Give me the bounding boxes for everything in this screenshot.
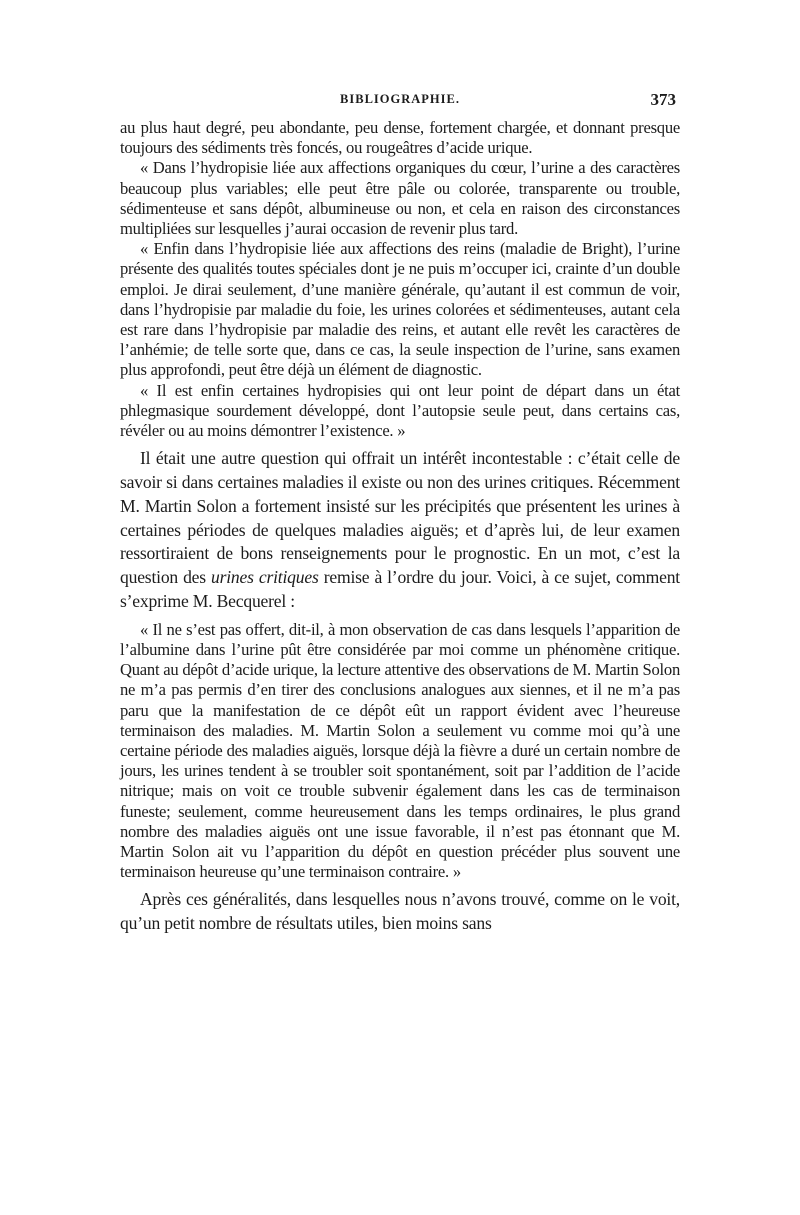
book-page — [120, 92, 680, 936]
paragraph-text-after: remise à l’ordre du jour. Voici, à ce sujet, comment s’exprime M. Becquerel : — [120, 567, 680, 612]
paragraph-critical-urines — [120, 447, 680, 614]
paragraph-quote-kidneys: « Enfin dans l’hydropisie liée aux affections des reins (maladie de Bright), l’urine présente des qualités toutes spéciales dont je ne puis m’occuper ici, crainte d’un double emploi. Je dirai seulement, d’une manière générale, qu’autant il est commun de voir, dans l’hydropisie par maladie du foie, les urines colorées et sédimenteuses, autant cela est rare dans l’hydropisie par maladie des reins, et autant elle revêt les caractères de l’anhémie; de telle sorte que, dans ce cas, la seule inspection de l’urine, sans examen plus approfondi, peut être déjà un élément de diagnostic. — [120, 239, 680, 380]
paragraph-continuation: au plus haut degré, peu abondante, peu dense, fortement chargée, et donnant presque toujours des sédiments très foncés, ou rougeâtres d’acide urique. — [120, 118, 680, 158]
paragraph-text: Il était une autre question qui offrait un intérêt incontestable : c’était celle de savoir si dans certaines maladies il existe ou non des urines critiques. Récemment M. Martin Solon a fortement insisté sur les précipités que présentent les urines à certaines périodes de quelques maladies aiguës; et d’après lui, de leur examen ressortiraient de bons renseignements pour le prognostic. En un mot, c’est la question des — [120, 448, 680, 588]
paragraph-quote-becquerel: « Il ne s’est pas offert, dit-il, à mon observation de cas dans lesquels l’apparition de l’albumine dans l’urine pût être considérée par moi comme un phénomène critique. Quant au dépôt d’acide urique, la lecture attentive des observations de M. Martin Solon ne m’a pas permis d’en tirer des conclusions analogues aux siennes, et il ne m’a pas paru que la manifestation de ce dépôt eût un rapport évident avec l’heureuse terminaison des maladies. M. Martin Solon a seulement vu comme moi qu’à une certaine période des maladies aiguës, lorsque déjà la fièvre a duré un certain nombre de jours, les urines tendent à se troubler soit spontanément, soit par l’addition de l’acide nitrique; mais on voit ce trouble subvenir également dans les cas de terminaison funeste; seulement, comme heureusement dans les temps ordinaires, le plus grand nombre des maladies aiguës ont une issue favorable, il n’est pas étonnant que M. Martin Solon ait vu l’apparition du dépôt en question précéder plus souvent une terminaison heureuse qu’une terminaison contraire. » — [120, 619, 680, 882]
page-number: 373 — [650, 90, 676, 109]
paragraph-quote-phlegmasia: « Il est enfin certaines hydropisies qui ont leur point de départ dans un état phlegmasique sourdement développé, dont l’autopsie seule peut, dans certains cas, révéler ou au moins démontrer l’existence. » — [120, 380, 680, 441]
paragraph-conclusion: Après ces généralités, dans lesquelles nous n’avons trouvé, comme on le voit, qu’un petit nombre de résultats utiles, bien moins sans — [120, 889, 680, 934]
emphasis-urines-critiques: urines critiques — [211, 567, 319, 588]
paragraph-quote-heart: « Dans l’hydropisie liée aux affections organiques du cœur, l’urine a des caractères beaucoup plus variables; elle peut être pâle ou colorée, transparente ou trouble, sédimenteuse et sans dépôt, albumineuse ou non, et cela en raison des circonstances multipliées sur lesquelles j’aurai occasion de revenir plus tard. — [120, 158, 680, 239]
body-text — [120, 118, 680, 936]
running-head — [120, 92, 680, 118]
running-title: BIBLIOGRAPHIE. — [340, 92, 460, 106]
